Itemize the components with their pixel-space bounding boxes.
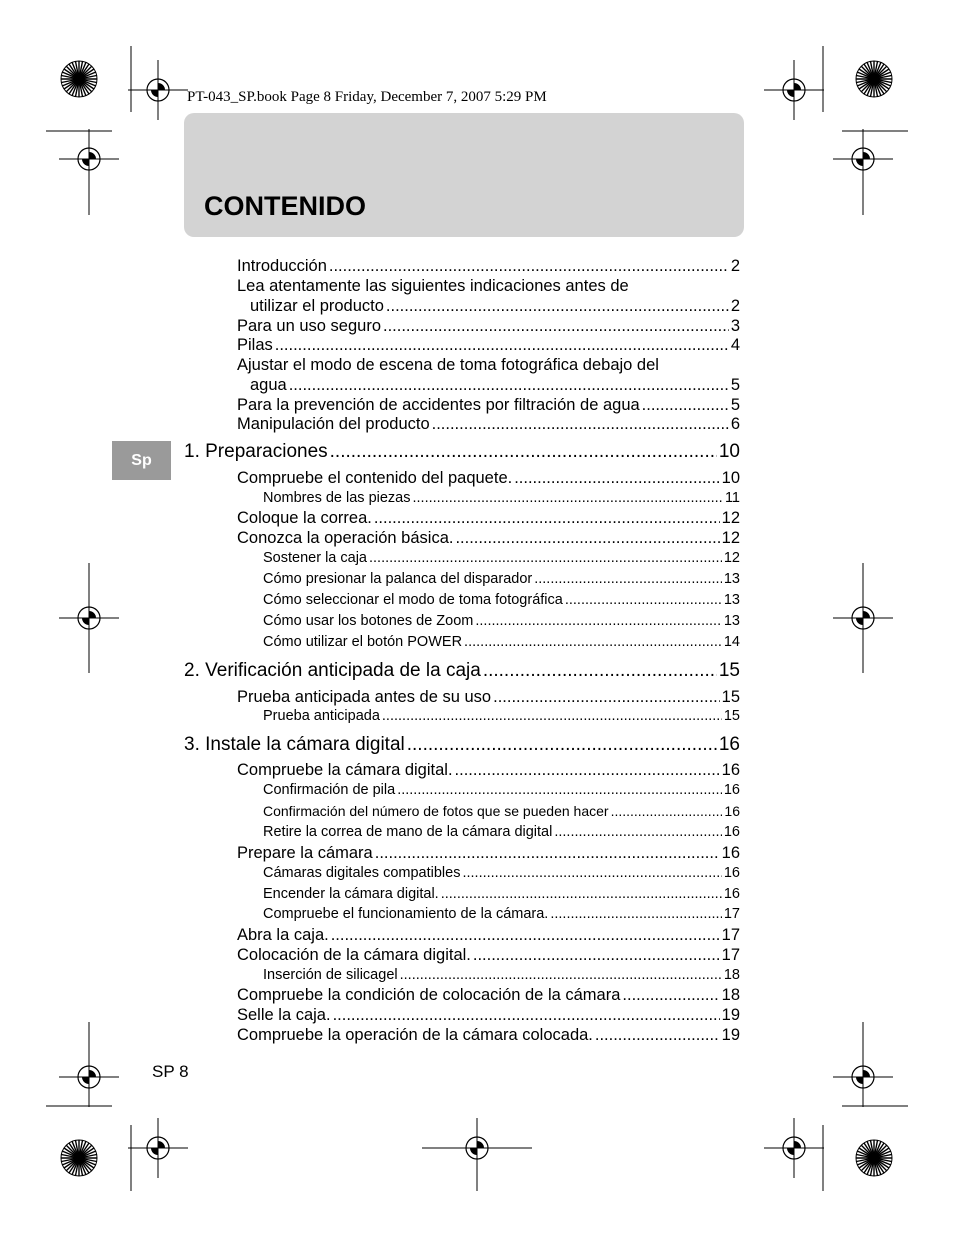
toc-page-number: 11	[724, 490, 740, 506]
toc-subentry-label: Prueba anticipada	[263, 708, 380, 724]
toc-page-number: 15	[718, 660, 740, 681]
toc-subentry[interactable]	[263, 592, 740, 608]
toc-subentry-label: Cómo utilizar el botón POWER	[263, 634, 463, 650]
leader-dots	[493, 688, 720, 707]
leader-dots	[464, 634, 722, 650]
toc-chapter[interactable]	[184, 660, 740, 682]
leader-dots	[550, 906, 722, 922]
leader-dots	[483, 660, 717, 682]
leader-dots	[432, 415, 729, 434]
toc-entry-label: Compruebe la operación de la cámara colocada.	[237, 1026, 593, 1044]
toc-entry[interactable]	[237, 688, 740, 707]
toc-entry-label: Compruebe la cámara digital.	[237, 761, 453, 779]
leader-dots	[514, 469, 719, 488]
toc-entry[interactable]	[237, 509, 740, 528]
page-footer: SP 8	[152, 1062, 189, 1081]
toc-subentry-label: Cómo seleccionar el modo de toma fotográfica	[263, 592, 563, 608]
leader-dots	[554, 824, 722, 840]
leader-dots	[382, 708, 722, 724]
toc-page-number: 6	[730, 415, 740, 433]
toc-subentry-label: Confirmación del número de fotos que se pueden hacer	[263, 803, 609, 819]
leader-dots	[386, 297, 729, 316]
toc-entry[interactable]	[237, 415, 740, 434]
toc-entry[interactable]	[250, 376, 740, 395]
leader-dots	[455, 529, 719, 548]
toc-subentry-label: Retire la correa de mano de la cámara digital	[263, 824, 553, 840]
toc-page-number: 19	[721, 1006, 740, 1024]
toc-entry[interactable]	[237, 396, 740, 415]
toc-entry-label: Abra la caja.	[237, 926, 329, 944]
toc-page-number: 5	[730, 376, 740, 394]
toc-entry-label: Prepare la cámara	[237, 844, 373, 862]
toc-page-number: 2	[730, 297, 740, 315]
leader-dots	[455, 761, 720, 780]
leader-dots	[369, 550, 722, 566]
toc-page-number: 4	[730, 336, 740, 354]
toc-subentry[interactable]	[263, 782, 740, 798]
toc-page-number: 17	[723, 906, 740, 922]
toc-page-number: 15	[723, 708, 740, 724]
toc-page-number: 2	[730, 257, 740, 275]
leader-dots	[642, 396, 729, 415]
leader-dots	[473, 946, 720, 965]
toc-entry[interactable]	[237, 761, 740, 780]
toc-entry[interactable]	[250, 297, 740, 316]
toc-subentry-label: Nombres de las piezas	[263, 490, 411, 506]
toc-entry[interactable]	[237, 336, 740, 355]
leader-dots	[441, 886, 722, 902]
toc-subentry[interactable]	[263, 865, 740, 881]
toc-entry-label: Compruebe el contenido del paquete.	[237, 469, 513, 487]
toc-subentry-label: Confirmación de pila	[263, 782, 396, 798]
toc-page-number: 12	[723, 550, 740, 566]
toc-subentry[interactable]	[263, 824, 740, 840]
toc-subentry-label: Inserción de silicagel	[263, 967, 398, 983]
toc-entry[interactable]	[237, 1006, 740, 1025]
toc-page-number: 16	[723, 824, 740, 840]
toc-chapter[interactable]	[184, 734, 740, 756]
toc-entry[interactable]	[237, 946, 740, 965]
toc-page-number: 16	[724, 803, 740, 819]
leader-dots	[375, 844, 720, 863]
toc-page-number: 17	[721, 946, 740, 964]
toc-entry-label[interactable]: Lea atentamente las siguientes indicaciones antes de	[237, 277, 629, 295]
toc-page-number: 13	[723, 613, 740, 629]
toc-page-number: 13	[723, 592, 740, 608]
toc-entry[interactable]	[237, 529, 740, 548]
toc-entry-label: Compruebe la condición de colocación de la cámara	[237, 986, 621, 1004]
toc-entry-label: Manipulación del producto	[237, 415, 430, 433]
toc-entry-label: Selle la caja.	[237, 1006, 331, 1024]
toc-subentry[interactable]	[263, 490, 740, 506]
toc-subentry[interactable]	[263, 550, 740, 566]
toc-page-number: 15	[721, 688, 740, 706]
page-title: CONTENIDO	[204, 191, 366, 221]
toc-subentry-label: Sostener la caja	[263, 550, 367, 566]
toc-page-number: 16	[723, 865, 740, 881]
toc-page-number: 19	[721, 1026, 740, 1044]
toc-subentry-label: Cámaras digitales compatibles	[263, 865, 461, 881]
toc-chapter-label: 2. Verificación anticipada de la caja	[184, 660, 481, 681]
toc-subentry-label: Compruebe el funcionamiento de la cámara.	[263, 906, 549, 922]
leader-dots	[331, 926, 720, 945]
toc-page-number: 5	[730, 396, 740, 414]
toc-page-number: 12	[721, 529, 740, 547]
toc-page-number: 16	[723, 782, 740, 798]
toc-page-number: 16	[721, 761, 740, 779]
toc-entry-label: Prueba anticipada antes de su uso	[237, 688, 492, 706]
leader-dots	[475, 613, 722, 629]
leader-dots	[397, 782, 722, 798]
toc-subentry[interactable]	[263, 803, 740, 819]
toc-page-number: 13	[723, 571, 740, 587]
toc-page-number: 12	[721, 509, 740, 527]
toc-entry[interactable]	[237, 469, 740, 488]
toc-chapter-label: 3. Instale la cámara digital	[184, 734, 405, 755]
leader-dots	[534, 571, 722, 587]
toc-subentry[interactable]	[263, 967, 740, 983]
toc-subentry-label: Cómo usar los botones de Zoom	[263, 613, 474, 629]
toc-entry[interactable]	[237, 257, 740, 276]
leader-dots	[462, 865, 721, 881]
toc-page-number: 3	[730, 317, 740, 335]
toc-entry[interactable]	[237, 926, 740, 945]
toc-entry-label: Conozca la operación básica.	[237, 529, 454, 547]
leader-dots	[383, 317, 729, 336]
toc-entry[interactable]	[237, 317, 740, 336]
toc-subentry[interactable]	[263, 906, 740, 922]
toc-entry[interactable]	[237, 986, 740, 1005]
toc-entry-label: Pilas	[237, 336, 273, 354]
toc-page-number: 14	[723, 634, 740, 650]
leader-dots	[374, 509, 720, 528]
toc-chapter-label: 1. Preparaciones	[184, 441, 328, 462]
leader-dots	[330, 441, 717, 463]
language-tab: Sp	[112, 441, 171, 480]
leader-dots	[611, 803, 723, 819]
leader-dots	[407, 734, 717, 756]
toc-page-number: 17	[721, 926, 740, 944]
toc-page-number: 16	[721, 844, 740, 862]
toc-entry-label: Para un uso seguro	[237, 317, 382, 335]
toc-subentry[interactable]	[263, 571, 740, 587]
toc-subentry-label: Cómo presionar la palanca del disparador	[263, 571, 533, 587]
toc-entry-label: agua	[250, 376, 287, 394]
toc-entry-label: Para la prevención de accidentes por filtración de agua	[237, 396, 640, 414]
leader-dots	[333, 1006, 720, 1025]
toc-page-number: 18	[721, 986, 740, 1004]
toc-entry-label[interactable]: Ajustar el modo de escena de toma fotográfica debajo del	[237, 356, 659, 374]
toc-entry-label: Introducción	[237, 257, 327, 275]
print-slug: PT-043_SP.book Page 8 Friday, December 7, 2007 5:29 PM	[187, 89, 547, 105]
toc-chapter[interactable]	[184, 441, 740, 463]
leader-dots	[413, 490, 723, 506]
toc-page-number: 18	[723, 967, 740, 983]
leader-dots	[622, 986, 719, 1005]
toc-subentry[interactable]	[263, 613, 740, 629]
toc-entry-label: Coloque la correa.	[237, 509, 372, 527]
toc-entry-label: Colocación de la cámara digital.	[237, 946, 471, 964]
leader-dots	[595, 1026, 720, 1045]
toc-entry[interactable]	[237, 1026, 740, 1045]
leader-dots	[329, 257, 729, 276]
leader-dots	[275, 336, 729, 355]
leader-dots	[565, 592, 722, 608]
toc-page-number: 16	[718, 734, 740, 755]
toc-page-number: 10	[721, 469, 740, 487]
toc-subentry[interactable]	[263, 634, 740, 650]
toc-subentry[interactable]	[263, 708, 740, 724]
toc-page-number: 10	[718, 441, 740, 462]
toc-entry-label: utilizar el producto	[250, 297, 384, 315]
toc-entry[interactable]	[237, 844, 740, 863]
toc-subentry[interactable]	[263, 886, 740, 902]
leader-dots	[289, 376, 729, 395]
leader-dots	[400, 967, 722, 983]
toc-page-number: 16	[723, 886, 740, 902]
toc-subentry-label: Encender la cámara digital.	[263, 886, 439, 902]
